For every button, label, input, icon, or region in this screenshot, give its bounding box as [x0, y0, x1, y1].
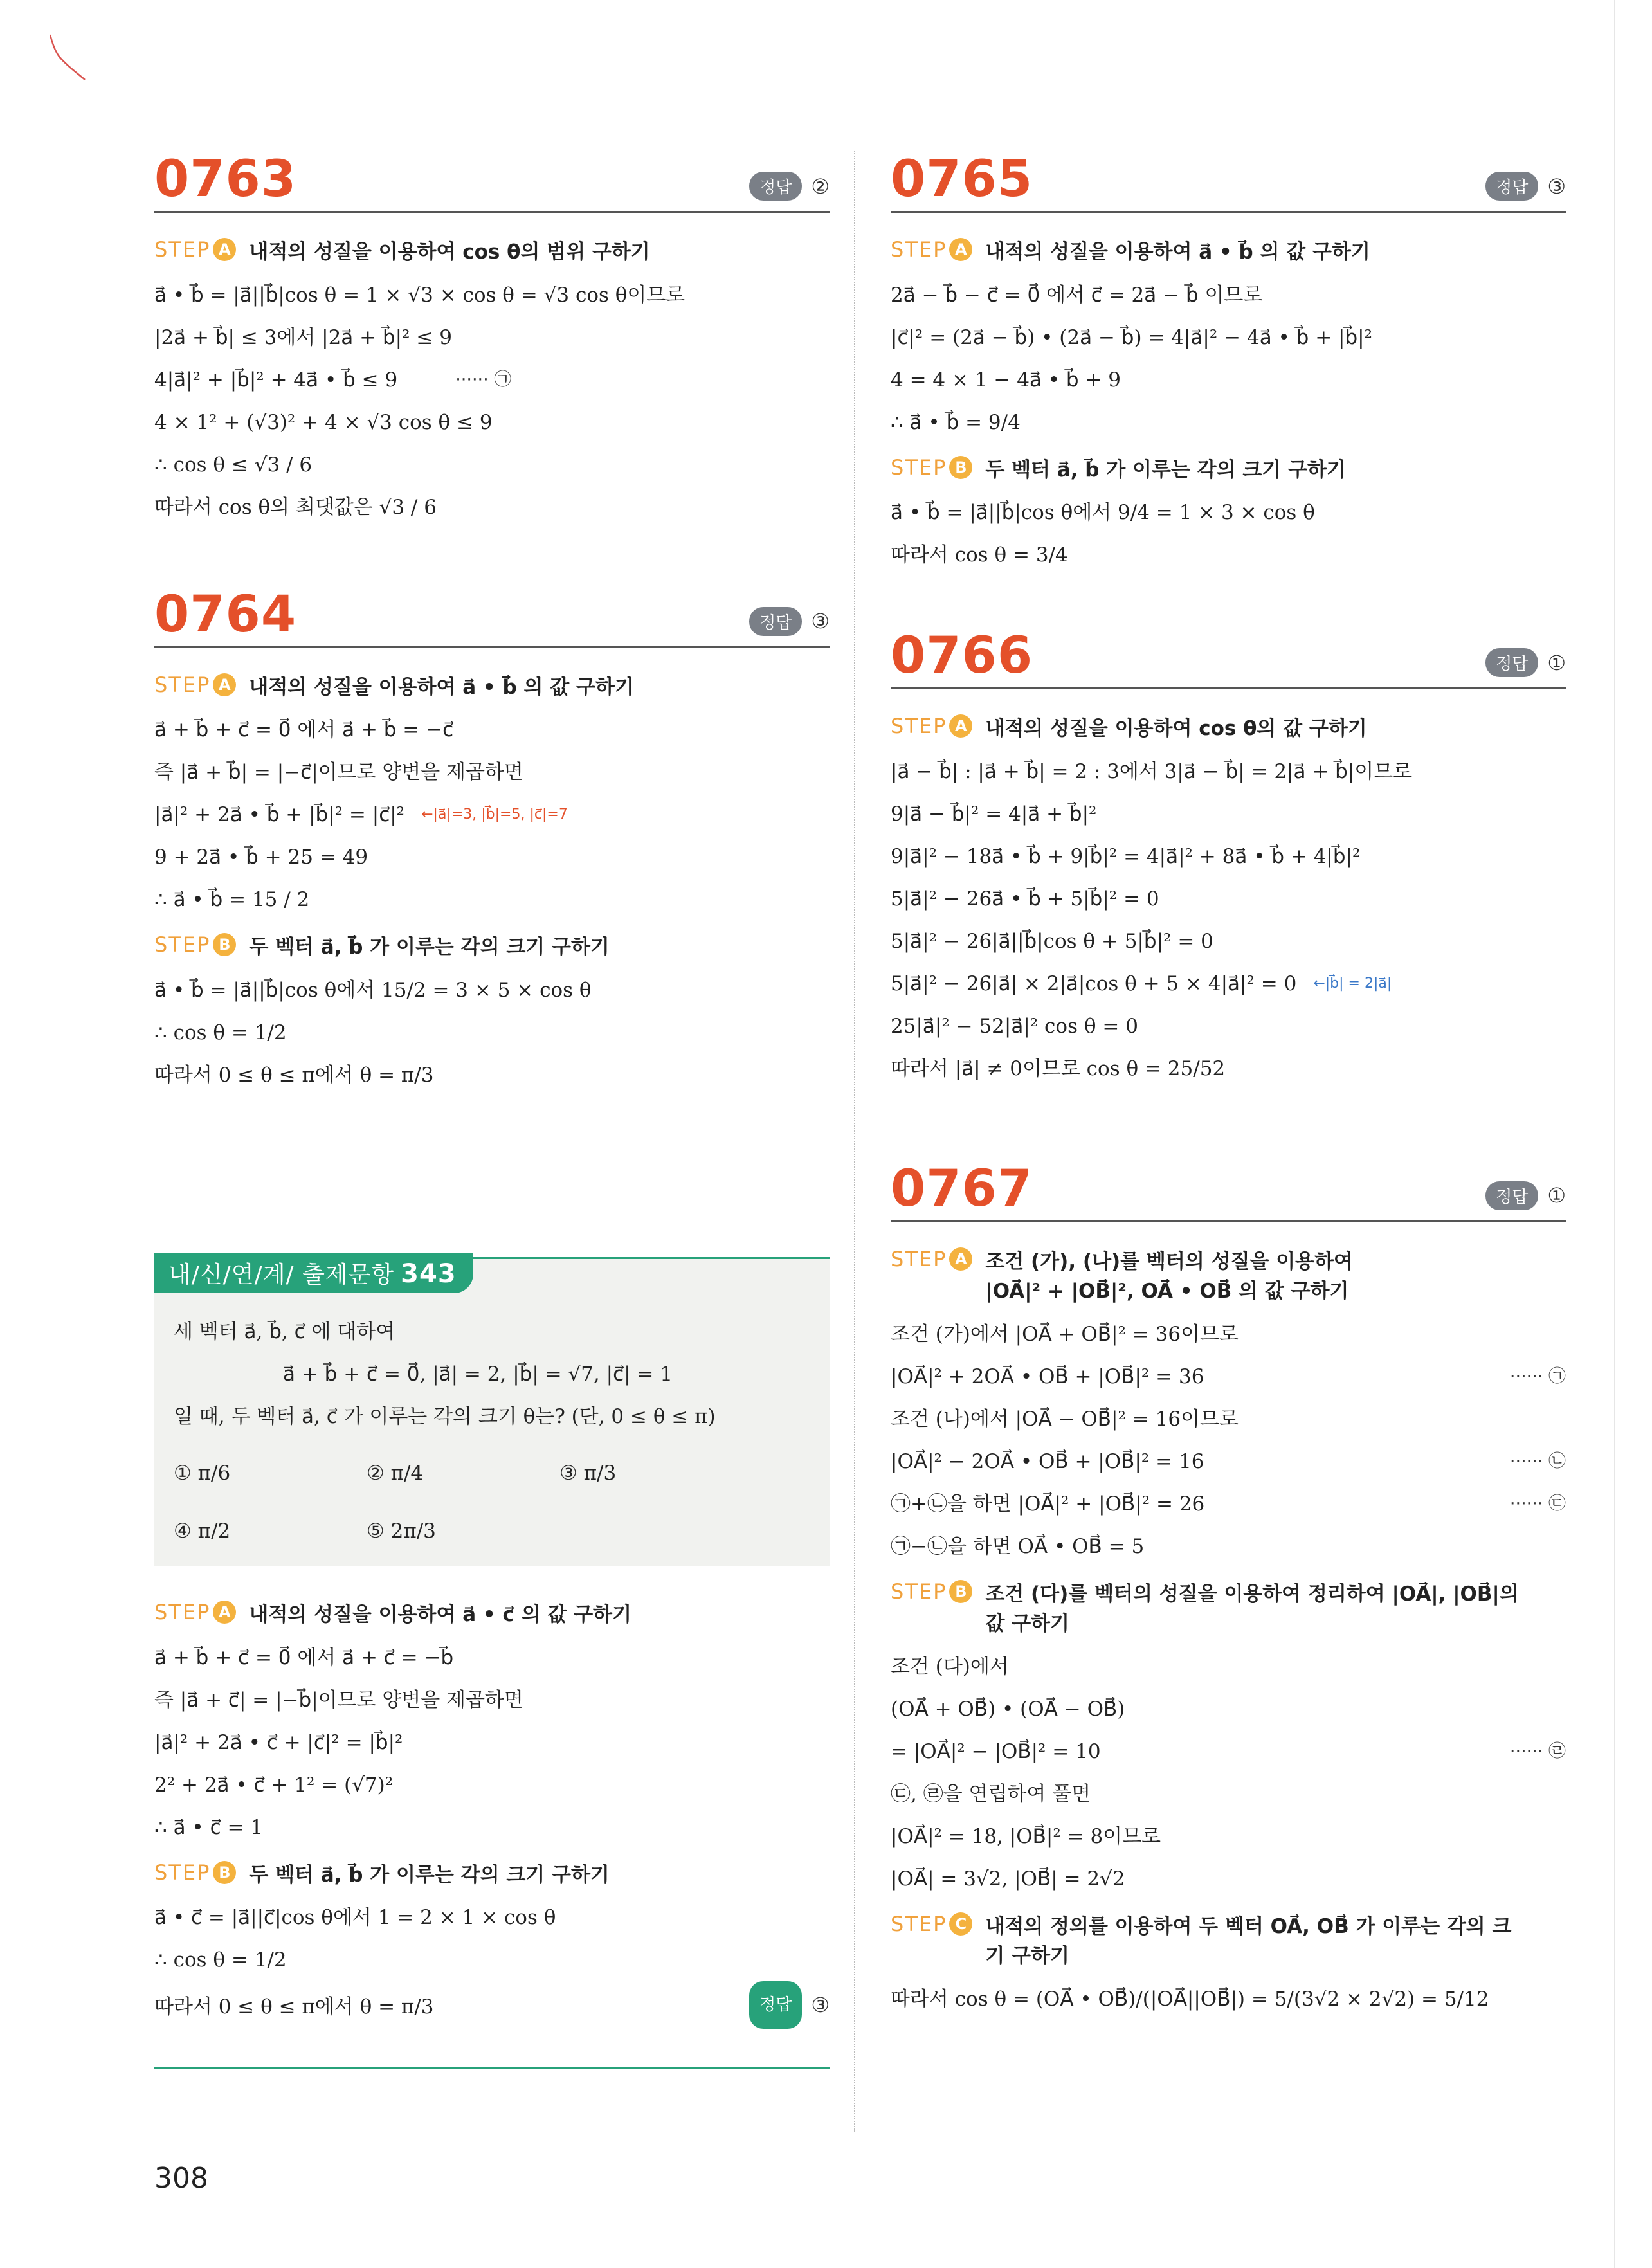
problem-0763 [154, 138, 830, 529]
solution-line: ㉠−㉡을 하면 OA⃗ • OB⃗ = 5 [891, 1534, 1145, 1558]
step-title: 내적의 성질을 이용하여 cos θ의 범위 구하기 [249, 240, 650, 264]
solution-line: a⃗ + b⃗ + c⃗ = 0⃗ 에서 a⃗ + b⃗ = −c⃗ [154, 718, 454, 741]
step-b [154, 1860, 830, 1891]
option-4[interactable]: ④ π/2 [174, 1520, 231, 1543]
step-b [891, 455, 1566, 485]
solution-line: 5|a⃗|² − 26|a⃗| × 2|a⃗|cos θ + 5 × 4|a⃗|² = 0 ←|b⃗| = 2|a⃗| [891, 963, 1566, 1005]
answer-badge [749, 1981, 830, 2029]
step-a [891, 1247, 1566, 1307]
section-end-rule [154, 2067, 830, 2069]
step-label: STEP B [891, 455, 972, 480]
problem-0765 [891, 138, 1566, 576]
solution-line: ∴ a⃗ • b⃗ = 9/4 [891, 410, 1021, 434]
solution-line: a⃗ • b⃗ = |a⃗||b⃗|cos θ에서 9/4 = 1 × 3 × cos θ [891, 501, 1315, 524]
solution-line: 즉 |a⃗ + c⃗| = |−b⃗|이므로 양변을 제곱하면 [154, 1688, 523, 1712]
solution-line: 25|a⃗|² − 52|a⃗|² cos θ = 0 [891, 1014, 1138, 1038]
step-label: STEP A [154, 237, 236, 262]
question-line: 세 벡터 a⃗, b⃗, c⃗ 에 대하여 [174, 1320, 395, 1343]
problem-0766 [891, 615, 1566, 1090]
answer-label: 정답 [749, 607, 802, 636]
solution-line: 조건 (나)에서 |OA⃗ − OB⃗|² = 16이므로 [891, 1407, 1239, 1431]
answer-badge [749, 172, 830, 201]
problem-number: 0764 [154, 585, 297, 644]
option-2[interactable]: ② π/4 [367, 1462, 424, 1485]
question-line: 일 때, 두 벡터 a⃗, c⃗ 가 이루는 각의 크기 θ는? (단, 0 ≤ θ ≤ π) [174, 1405, 716, 1428]
problem-header [891, 1148, 1566, 1222]
solution-line: |a⃗|² + 2a⃗ • c⃗ + |c⃗|² = |b⃗|² [154, 1730, 403, 1754]
side-note: ←|a⃗|=3, |b⃗|=5, |c⃗|=7 [421, 806, 568, 822]
answer-value: ① [1547, 1183, 1566, 1208]
answer-label: 정답 [1485, 1181, 1538, 1210]
right-column [891, 138, 1566, 2020]
problem-number: 0763 [154, 150, 297, 208]
solution-line: 4 × 1² + (√3)² + 4 × √3 cos θ ≤ 9 [154, 410, 493, 434]
solution-line: |2a⃗ + b⃗| ≤ 3에서 |2a⃗ + b⃗|² ≤ 9 [154, 325, 452, 349]
solution-line: 따라서 0 ≤ θ ≤ π에서 θ = π/3 정답 ③ [154, 1981, 830, 2033]
step-title: 조건 (가), (나)를 벡터의 성질을 이용하여 |OA⃗|² + |OB⃗|², OA⃗ • OB⃗ 의 값 구하기 [985, 1249, 1353, 1303]
step-a [891, 237, 1566, 268]
solution-line: 따라서 cos θ의 최댓값은 √3 / 6 [154, 495, 437, 519]
problem-header [891, 138, 1566, 213]
answer-value: ① [1547, 650, 1566, 675]
solution-line: 9 + 2a⃗ • b⃗ + 25 = 49 [154, 846, 368, 869]
answer-label: 정답 [749, 172, 802, 201]
solution-line: 따라서 cos θ = 3/4 [891, 543, 1068, 567]
solution-line: |OA⃗|² − 2OA⃗ • OB⃗ + |OB⃗|² = 16 ······ ㉡ [891, 1449, 1566, 1473]
answer-badge [1485, 1181, 1566, 1210]
step-label: STEP B [154, 932, 236, 957]
problem-0764 [154, 574, 830, 1096]
step-label: STEP C [891, 1912, 972, 1936]
solution-line: (OA⃗ + OB⃗) • (OA⃗ − OB⃗) [891, 1697, 1125, 1721]
solution-line: a⃗ • b⃗ = |a⃗||b⃗|cos θ = 1 × √3 × cos θ = √3 cos θ이므로 [154, 283, 685, 307]
step-label: STEP A [154, 1600, 236, 1624]
answer-badge [1485, 172, 1566, 201]
option-5[interactable]: ⑤ 2π/3 [367, 1520, 436, 1543]
step-title: 조건 (다)를 벡터의 성질을 이용하여 정리하여 |OA⃗|, |OB⃗|의 값 구하기 [985, 1582, 1519, 1635]
solution-line: ∴ a⃗ • c⃗ = 1 [154, 1815, 264, 1839]
linked-problem-tab: 내/신/연/계/ 출제문항 343 [154, 1253, 473, 1293]
step-title: 내적의 성질을 이용하여 a⃗ • b⃗ 의 값 구하기 [249, 675, 634, 699]
step-b [891, 1579, 1566, 1639]
solution-line: 2a⃗ − b⃗ − c⃗ = 0⃗ 에서 c⃗ = 2a⃗ − b⃗ 이므로 [891, 283, 1263, 307]
question-line: a⃗ + b⃗ + c⃗ = 0⃗, |a⃗| = 2, |b⃗| = √7, |c⃗| = 1 [283, 1363, 673, 1386]
solution-line: ∴ a⃗ • b⃗ = 15 / 2 [154, 888, 310, 911]
answer-value: ③ [1547, 174, 1566, 199]
step-label: STEP A [891, 237, 972, 262]
problem-number: 0767 [891, 1159, 1033, 1218]
solution-line: 4|a⃗|² + |b⃗|² + 4a⃗ • b⃗ ≤ 9 ······ ㉠ [154, 359, 830, 401]
solution-line: 2² + 2a⃗ • c⃗ + 1² = (√7)² [154, 1773, 394, 1797]
side-note: ←|b⃗| = 2|a⃗| [1313, 975, 1392, 992]
solution-line: ∴ cos θ = 1/2 [154, 1948, 287, 1972]
step-a [154, 673, 830, 703]
answer-badge [749, 607, 830, 636]
solution-line: ㉢, ㉣을 연립하여 풀면 [891, 1782, 1091, 1806]
step-title: 내적의 성질을 이용하여 cos θ의 값 구하기 [985, 717, 1367, 740]
answer-options [174, 1444, 817, 1560]
solution-line: 5|a⃗|² − 26|a⃗||b⃗|cos θ + 5|b⃗|² = 0 [891, 929, 1213, 953]
step-c [891, 1912, 1566, 1972]
solution-line: 따라서 |a⃗| ≠ 0이므로 cos θ = 25/52 [891, 1057, 1226, 1080]
solution-line: = |OA⃗|² − |OB⃗|² = 10 ······ ㉣ [891, 1739, 1566, 1763]
equation-marker: ······ ㉠ [455, 369, 512, 390]
answer-value: ③ [811, 609, 830, 633]
solution-line: |OA⃗|² = 18, |OB⃗|² = 8이므로 [891, 1824, 1161, 1848]
solution-line: |OA⃗| = 3√2, |OB⃗| = 2√2 [891, 1867, 1125, 1891]
page-number: 308 [154, 2162, 208, 2195]
step-title: 내적의 정의를 이용하여 두 벡터 OA⃗, OB⃗ 가 이루는 각의 크기 구하기 [985, 1914, 1512, 1968]
answer-badge [1485, 648, 1566, 677]
step-label: STEP B [891, 1579, 972, 1604]
problem-number: 0766 [891, 627, 1033, 685]
step-a [154, 237, 830, 268]
step-label: STEP B [154, 1860, 236, 1885]
step-label: STEP A [891, 1247, 972, 1271]
step-title: 두 벡터 a⃗, b⃗ 가 이루는 각의 크기 구하기 [985, 458, 1346, 482]
solution-line: |c⃗|² = (2a⃗ − b⃗) • (2a⃗ − b⃗) = 4|a⃗|² − 4a⃗ • b⃗ + |b⃗|² [891, 325, 1373, 349]
problem-0767 [891, 1148, 1566, 2020]
solution-line: a⃗ • c⃗ = |a⃗||c⃗|cos θ에서 1 = 2 × 1 × cos θ [154, 1906, 556, 1929]
solution-line: 조건 (가)에서 |OA⃗ + OB⃗|² = 36이므로 [891, 1322, 1239, 1346]
problem-number: 0765 [891, 150, 1033, 208]
step-title: 두 벡터 a⃗, b⃗ 가 이루는 각의 크기 구하기 [249, 1863, 610, 1887]
solution-line: ∴ cos θ ≤ √3 / 6 [154, 453, 313, 476]
step-label: STEP A [891, 714, 972, 738]
solution-line: |OA⃗|² + 2OA⃗ • OB⃗ + |OB⃗|² = 36 ······ ㉠ [891, 1365, 1566, 1388]
solution-line: |a⃗ − b⃗| : |a⃗ + b⃗| = 2 : 3에서 3|a⃗ − b⃗| = 2|a⃗ + b⃗|이므로 [891, 759, 1413, 783]
solution-line: 9|a⃗|² − 18a⃗ • b⃗ + 9|b⃗|² = 4|a⃗|² + 8a⃗ • b⃗ + 4|b⃗|² [891, 844, 1361, 868]
solution-line: 9|a⃗ − b⃗|² = 4|a⃗ + b⃗|² [891, 802, 1097, 826]
answer-value: ③ [811, 1993, 830, 2017]
option-3[interactable]: ③ π/3 [559, 1462, 617, 1485]
solution-line: |a⃗|² + 2a⃗ • b⃗ + |b⃗|² = |c⃗|² ←|a⃗|=3, |b⃗|=5, |c⃗|=7 [154, 794, 830, 836]
solution-line: 따라서 0 ≤ θ ≤ π에서 θ = π/3 [154, 1063, 434, 1087]
option-1[interactable]: ① π/6 [174, 1462, 231, 1485]
problem-header [154, 138, 830, 213]
solution-line: 조건 (다)에서 [891, 1655, 1009, 1678]
red-pen-mark [45, 32, 90, 84]
answer-value: ② [811, 174, 830, 199]
problem-header [154, 574, 830, 648]
step-a [891, 714, 1566, 744]
step-label: STEP A [154, 673, 236, 697]
answer-label: 정답 [749, 1981, 802, 2029]
page-edge [1614, 0, 1615, 2268]
solution-line: a⃗ • b⃗ = |a⃗||b⃗|cos θ에서 15/2 = 3 × 5 × cos θ [154, 978, 592, 1002]
answer-label: 정답 [1485, 172, 1538, 201]
left-column [154, 138, 830, 1096]
answer-label: 정답 [1485, 648, 1538, 677]
solution-line: 즉 |a⃗ + b⃗| = |−c⃗|이므로 양변을 제곱하면 [154, 761, 523, 784]
linked-problem-solution [154, 1588, 830, 2033]
solution-line: ㉠+㉡을 하면 |OA⃗|² + |OB⃗|² = 26 ······ ㉢ [891, 1492, 1566, 1516]
solution-line: a⃗ + b⃗ + c⃗ = 0⃗ 에서 a⃗ + c⃗ = −b⃗ [154, 1646, 454, 1669]
solution-line: ∴ cos θ = 1/2 [154, 1021, 287, 1044]
step-title: 내적의 성질을 이용하여 a⃗ • c⃗ 의 값 구하기 [249, 1603, 632, 1626]
linked-problem-box [154, 1257, 830, 1566]
step-a [154, 1600, 830, 1630]
column-divider [854, 151, 855, 2132]
step-title: 내적의 성질을 이용하여 a⃗ • b⃗ 의 값 구하기 [985, 240, 1370, 264]
solution-line: 5|a⃗|² − 26a⃗ • b⃗ + 5|b⃗|² = 0 [891, 887, 1159, 911]
step-b [154, 932, 830, 963]
solution-line: 4 = 4 × 1 − 4a⃗ • b⃗ + 9 [891, 368, 1121, 392]
problem-header [891, 615, 1566, 689]
solution-line: 따라서 cos θ = (OA⃗ • OB⃗)/(|OA⃗||OB⃗|) = 5/(3√2 × 2√2) = 5/12 [891, 1987, 1489, 2011]
step-title: 두 벡터 a⃗, b⃗ 가 이루는 각의 크기 구하기 [249, 936, 610, 959]
